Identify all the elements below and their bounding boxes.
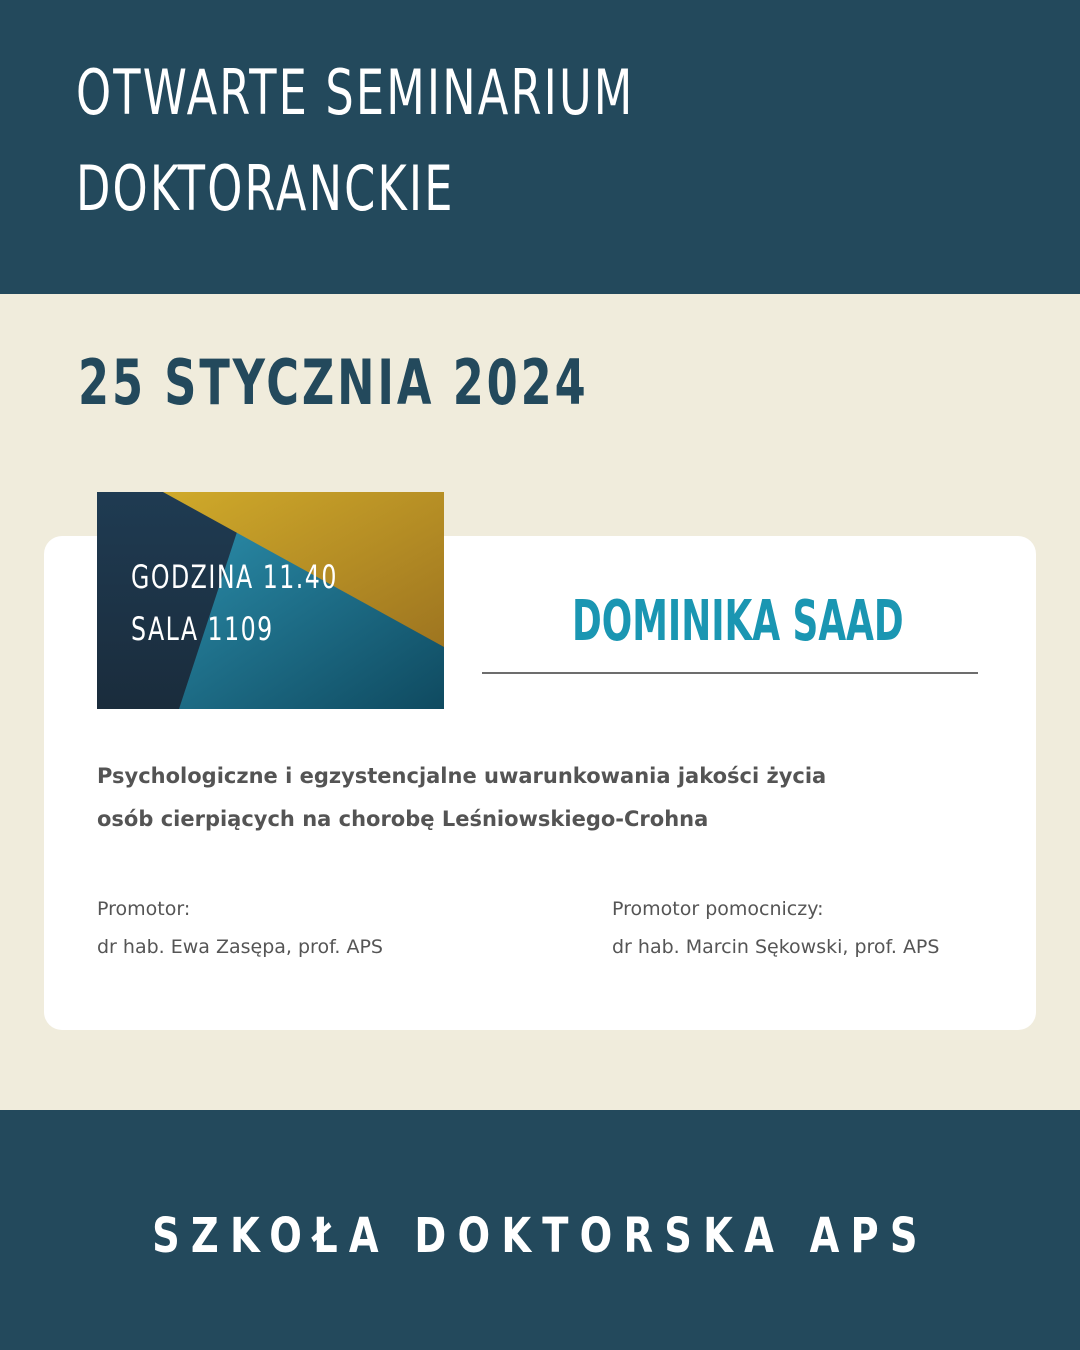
event-time: GODZINA 11.40 — [131, 558, 338, 596]
event-title-line-1: OTWARTE SEMINARIUM — [76, 56, 635, 129]
event-room: SALA 1109 — [131, 610, 274, 648]
thesis-title-line-1: Psychologiczne i egzystencjalne uwarunkowania jakości życia — [97, 764, 827, 788]
time-room-graphic — [97, 492, 444, 709]
name-divider — [482, 672, 978, 674]
speaker-name: DOMINIKA SAAD — [572, 589, 904, 654]
decorative-geometric-background — [97, 492, 444, 709]
promoter-name: dr hab. Ewa Zasępa, prof. APS — [97, 936, 383, 958]
header-banner — [0, 0, 1080, 294]
assistant-promoter-name: dr hab. Marcin Sękowski, prof. APS — [612, 936, 940, 958]
footer-school-name-row — [0, 1208, 1080, 1264]
event-title-line-2: DOKTORANCKIE — [76, 152, 455, 225]
thesis-title-line-2: osób cierpiących na chorobę Leśniowskiego-Crohna — [97, 807, 709, 831]
assistant-promoter-label: Promotor pomocniczy: — [612, 898, 824, 920]
event-date: 25 STYCZNIA 2024 — [78, 346, 589, 419]
promoter-label: Promotor: — [97, 898, 191, 920]
school-name: SZKOŁA DOKTORSKA APS — [151, 1208, 929, 1264]
